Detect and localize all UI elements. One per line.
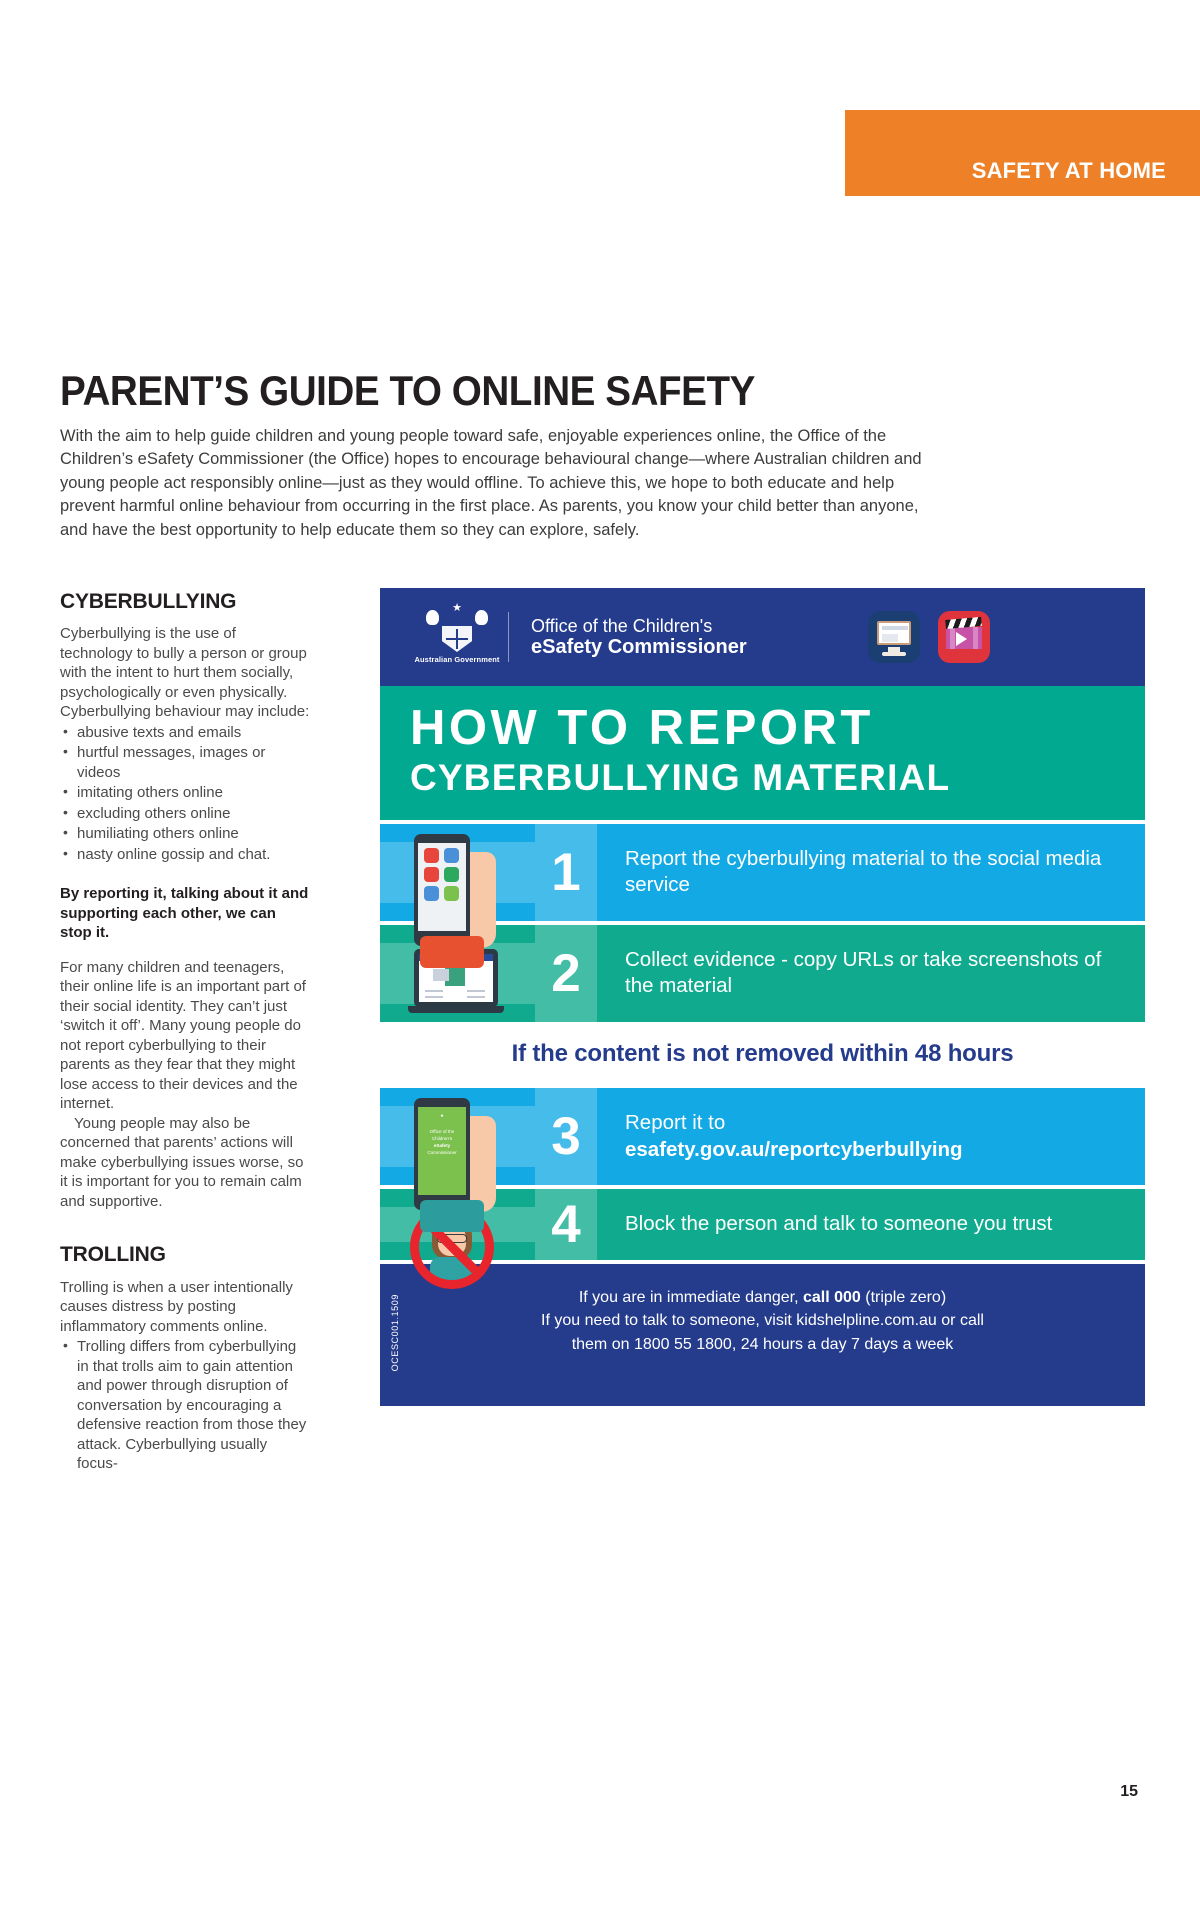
footer-line-1-post: (triple zero) — [860, 1289, 947, 1307]
footer-line-2: If you need to talk to someone, visit kidshelpline.com.au or call — [541, 1312, 984, 1330]
cyberbullying-paragraph-1: Cyberbullying is the use of technology to bully a person or group with the intent to hurt them socially, psychologically or even physically. — [60, 625, 307, 701]
intro-paragraph: With the aim to help guide children and young people toward safe, enjoyable experiences online, the Office of the Children’s eSafety Commissioner (the Office) hopes to encourage behavioural change—where Australian children and young people act responsibly online—just as they would offline. To achieve this, we hope to both educate and help prevent harmful online behaviour from occurring in the first place. As parents, you know your child better than anyone, and have the best opportunity to help educate them so they can explore, safely. — [60, 427, 922, 539]
list-item: • excluding others online — [60, 804, 310, 824]
video-clapperboard-icon — [938, 611, 990, 663]
crest-shield-icon — [442, 626, 472, 652]
brand-line-2: eSafety Commissioner — [531, 635, 747, 658]
divider-48-hours: If the content is not removed within 48 hours — [511, 1040, 1014, 1068]
document-code: OCESC001.1509 — [390, 1294, 400, 1372]
brand-line-1: Office of the Children's — [531, 615, 713, 636]
infographic — [380, 588, 1145, 1446]
header-divider — [508, 612, 509, 662]
footer-call-000: call 000 — [802, 1289, 861, 1307]
step-2-text: Collect evidence - copy URLs or take screenshots of the material — [625, 947, 1102, 998]
step-3-text — [597, 1088, 1145, 1185]
footer-line-3: them on 1800 55 1800, 24 hours a day 7 days a week — [571, 1335, 954, 1353]
header-app-icons — [868, 611, 990, 663]
crest-label: Australian Government — [414, 655, 500, 664]
list-item: • hurtful messages, images or videos — [60, 743, 310, 782]
step-row-1 — [380, 824, 1145, 921]
step-1-artwork — [380, 824, 535, 921]
phone-icon: ★ Office of the Children's eSafety Commissioner — [414, 1098, 470, 1210]
footer-text — [541, 1286, 984, 1356]
crest-star-icon: ★ — [452, 602, 462, 614]
phone-icon — [414, 834, 470, 946]
footer-line-1-pre: If you are in immediate danger, — [578, 1289, 803, 1307]
cyberbullying-paragraph-2: Cyberbullying behaviour may include: — [60, 703, 310, 721]
sleeve-icon — [420, 936, 484, 968]
step-3-text-line-1: Report it to — [625, 1111, 726, 1135]
infographic-title-line-1: HOW TO REPORT — [410, 701, 874, 755]
crest-animals-icon — [426, 606, 488, 628]
trolling-paragraph-1: Trolling is when a user intentionally causes distress by posting inflammatory comments online. — [60, 1278, 293, 1335]
page-number: 15 — [1120, 1783, 1138, 1800]
sleeve-icon — [420, 1200, 484, 1232]
left-column — [60, 588, 310, 1475]
step-2-number: 2 — [535, 925, 597, 1022]
step-row-3 — [380, 1088, 1145, 1185]
section-tab — [845, 110, 1200, 196]
brand-wordmark — [531, 616, 747, 659]
section-tab-label: SAFETY AT HOME — [971, 158, 1166, 183]
list-item: • nasty online gossip and chat. — [60, 845, 310, 865]
infographic-footer — [380, 1264, 1145, 1406]
cyberbullying-bullet-list — [60, 723, 310, 865]
australian-government-crest-icon — [414, 602, 500, 664]
step-1-number: 1 — [535, 824, 597, 921]
list-item: • humiliating others online — [60, 824, 310, 844]
step-1-text: Report the cyberbullying material to the social media service — [625, 846, 1102, 897]
infographic-title-line-2: CYBERBULLYING MATERIAL — [410, 757, 951, 798]
monitor-icon — [868, 611, 920, 663]
list-item: • Trolling differs from cyberbullying in that trolls aim to gain attention and power through disruption of conversation by encouraging a defensive reaction from those they attack. Cyberbullying usually focus- — [60, 1337, 310, 1474]
step-3-url: esafety.gov.au/reportcyberbullying — [625, 1137, 963, 1161]
infographic-header — [380, 588, 1145, 686]
cyberbullying-paragraph-4: Young people may also be concerned that parents’ actions will make cyberbullying issues worse, so it is important for you to remain calm and supportive. — [60, 1114, 304, 1210]
step-3-artwork — [380, 1088, 535, 1185]
heading-cyberbullying: CYBERBULLYING — [60, 590, 237, 613]
cyberbullying-paragraph-3: For many children and teenagers, their online life is an important part of their social identity. They can’t just ‘switch it off’. Many young people do not report cyberbullying to their parents as they fear that they might lose access to their devices and the internet. — [60, 958, 306, 1113]
step-4-number: 4 — [535, 1189, 597, 1260]
step-4-text: Block the person and talk to someone you trust — [625, 1212, 1053, 1236]
list-item: • imitating others online — [60, 783, 310, 803]
trolling-bullet-list — [60, 1337, 310, 1474]
list-item: • abusive texts and emails — [60, 723, 310, 743]
cyberbullying-callout: By reporting it, talking about it and supporting each other, we can stop it. — [60, 885, 309, 942]
step-3-number: 3 — [535, 1088, 597, 1185]
heading-trolling: TROLLING — [60, 1243, 166, 1267]
page-title: PARENT’S GUIDE TO ONLINE SAFETY — [60, 367, 755, 414]
infographic-title — [380, 686, 1145, 820]
